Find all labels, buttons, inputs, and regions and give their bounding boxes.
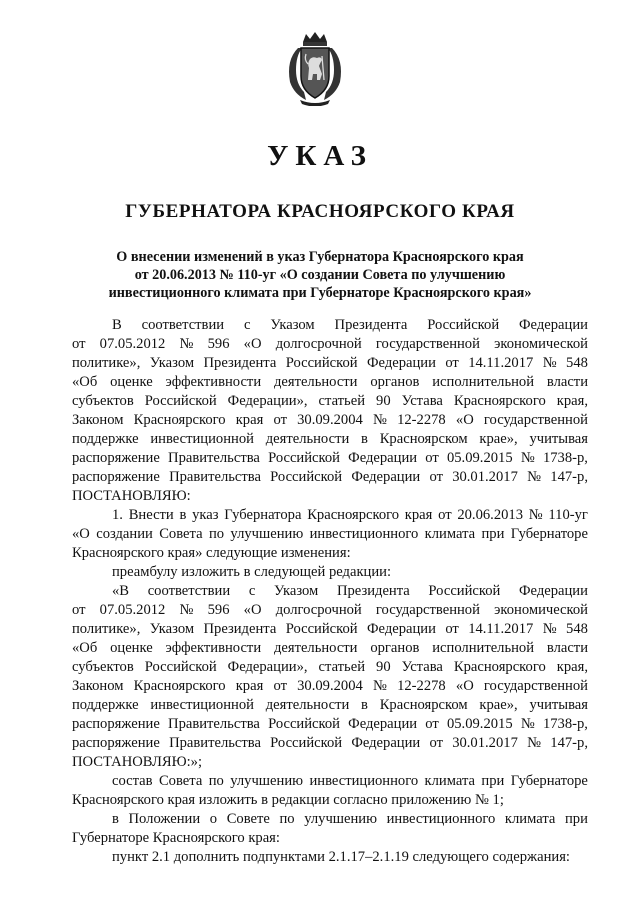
body-line: от 07.05.2012 № 596 «О долгосрочной государственной экономической [72,336,588,352]
body-line: в Положении о Совете по улучшению инвестиционного климата при [112,811,588,827]
heading-line: от 20.06.2013 № 110-уг «О создании Совета по улучшению [134,267,506,283]
body-line: поддержке инвестиционной деятельности в Красноярском крае», учитывая [72,697,588,713]
body-line: Законом Красноярского края от 30.09.2004 № 12-2278 «О государственной [72,678,588,694]
body-line: Красноярского края изложить в редакции согласно приложению № 1; [72,792,504,808]
body-line: состав Совета по улучшению инвестиционного климата при Губернаторе [112,773,588,789]
body-line: распоряжение Правительства Российской Федерации от 30.01.2017 № 147-р, [72,735,588,751]
heading-line: О внесении изменений в указ Губернатора Красноярского края [116,249,524,265]
body-line: ПОСТАНОВЛЯЮ: [72,488,191,504]
document-title: УКАЗ [267,140,373,172]
body-line: поддержке инвестиционной деятельности в Красноярском крае», учитывая [72,431,588,447]
body-line: 1. Внести в указ Губернатора Красноярского края от 20.06.2013 № 110-уг [112,507,588,523]
body-line: «В соответствии с Указом Президента Российской Федерации [112,583,588,599]
body-line: политике», Указом Президента Российской Федерации от 14.11.2017 № 548 [72,355,588,371]
body-line: ПОСТАНОВЛЯЮ:»; [72,754,203,770]
body-line: «О создании Совета по улучшению инвестиционного климата при Губернаторе [72,526,588,542]
body-line: распоряжение Правительства Российской Федерации от 30.01.2017 № 147-р, [72,469,588,485]
coat-of-arms-icon [284,30,346,106]
body-line: Губернаторе Красноярского края: [72,830,280,846]
body-line: распоряжение Правительства Российской Федерации от 05.09.2015 № 1738-р, [72,450,588,466]
document-subtitle: ГУБЕРНАТОРА КРАСНОЯРСКОГО КРАЯ [125,201,515,222]
heading-line: инвестиционного климата при Губернаторе Красноярского края» [108,285,532,301]
body-line: распоряжение Правительства Российской Федерации от 05.09.2015 № 1738-р, [72,716,588,732]
document-body [72,316,588,867]
body-line: преамбулу изложить в следующей редакции: [112,564,392,580]
document-heading [60,248,580,302]
body-line: «Об оценке эффективности деятельности органов исполнительной власти [72,640,588,656]
body-line: субъектов Российской Федерации», статьей 90 Устава Красноярского края, [72,393,588,409]
body-line: В соответствии с Указом Президента Российской Федерации [112,317,588,333]
body-line: Законом Красноярского края от 30.09.2004 № 12-2278 «О государственной [72,412,588,428]
body-line: политике», Указом Президента Российской Федерации от 14.11.2017 № 548 [72,621,588,637]
body-line: от 07.05.2012 № 596 «О долгосрочной государственной экономической [72,602,588,618]
body-line: пункт 2.1 дополнить подпунктами 2.1.17–2.1.19 следующего содержания: [112,849,570,865]
body-line: «Об оценке эффективности деятельности органов исполнительной власти [72,374,588,390]
body-line: субъектов Российской Федерации», статьей 90 Устава Красноярского края, [72,659,588,675]
body-line: Красноярского края» следующие изменения: [72,545,351,561]
